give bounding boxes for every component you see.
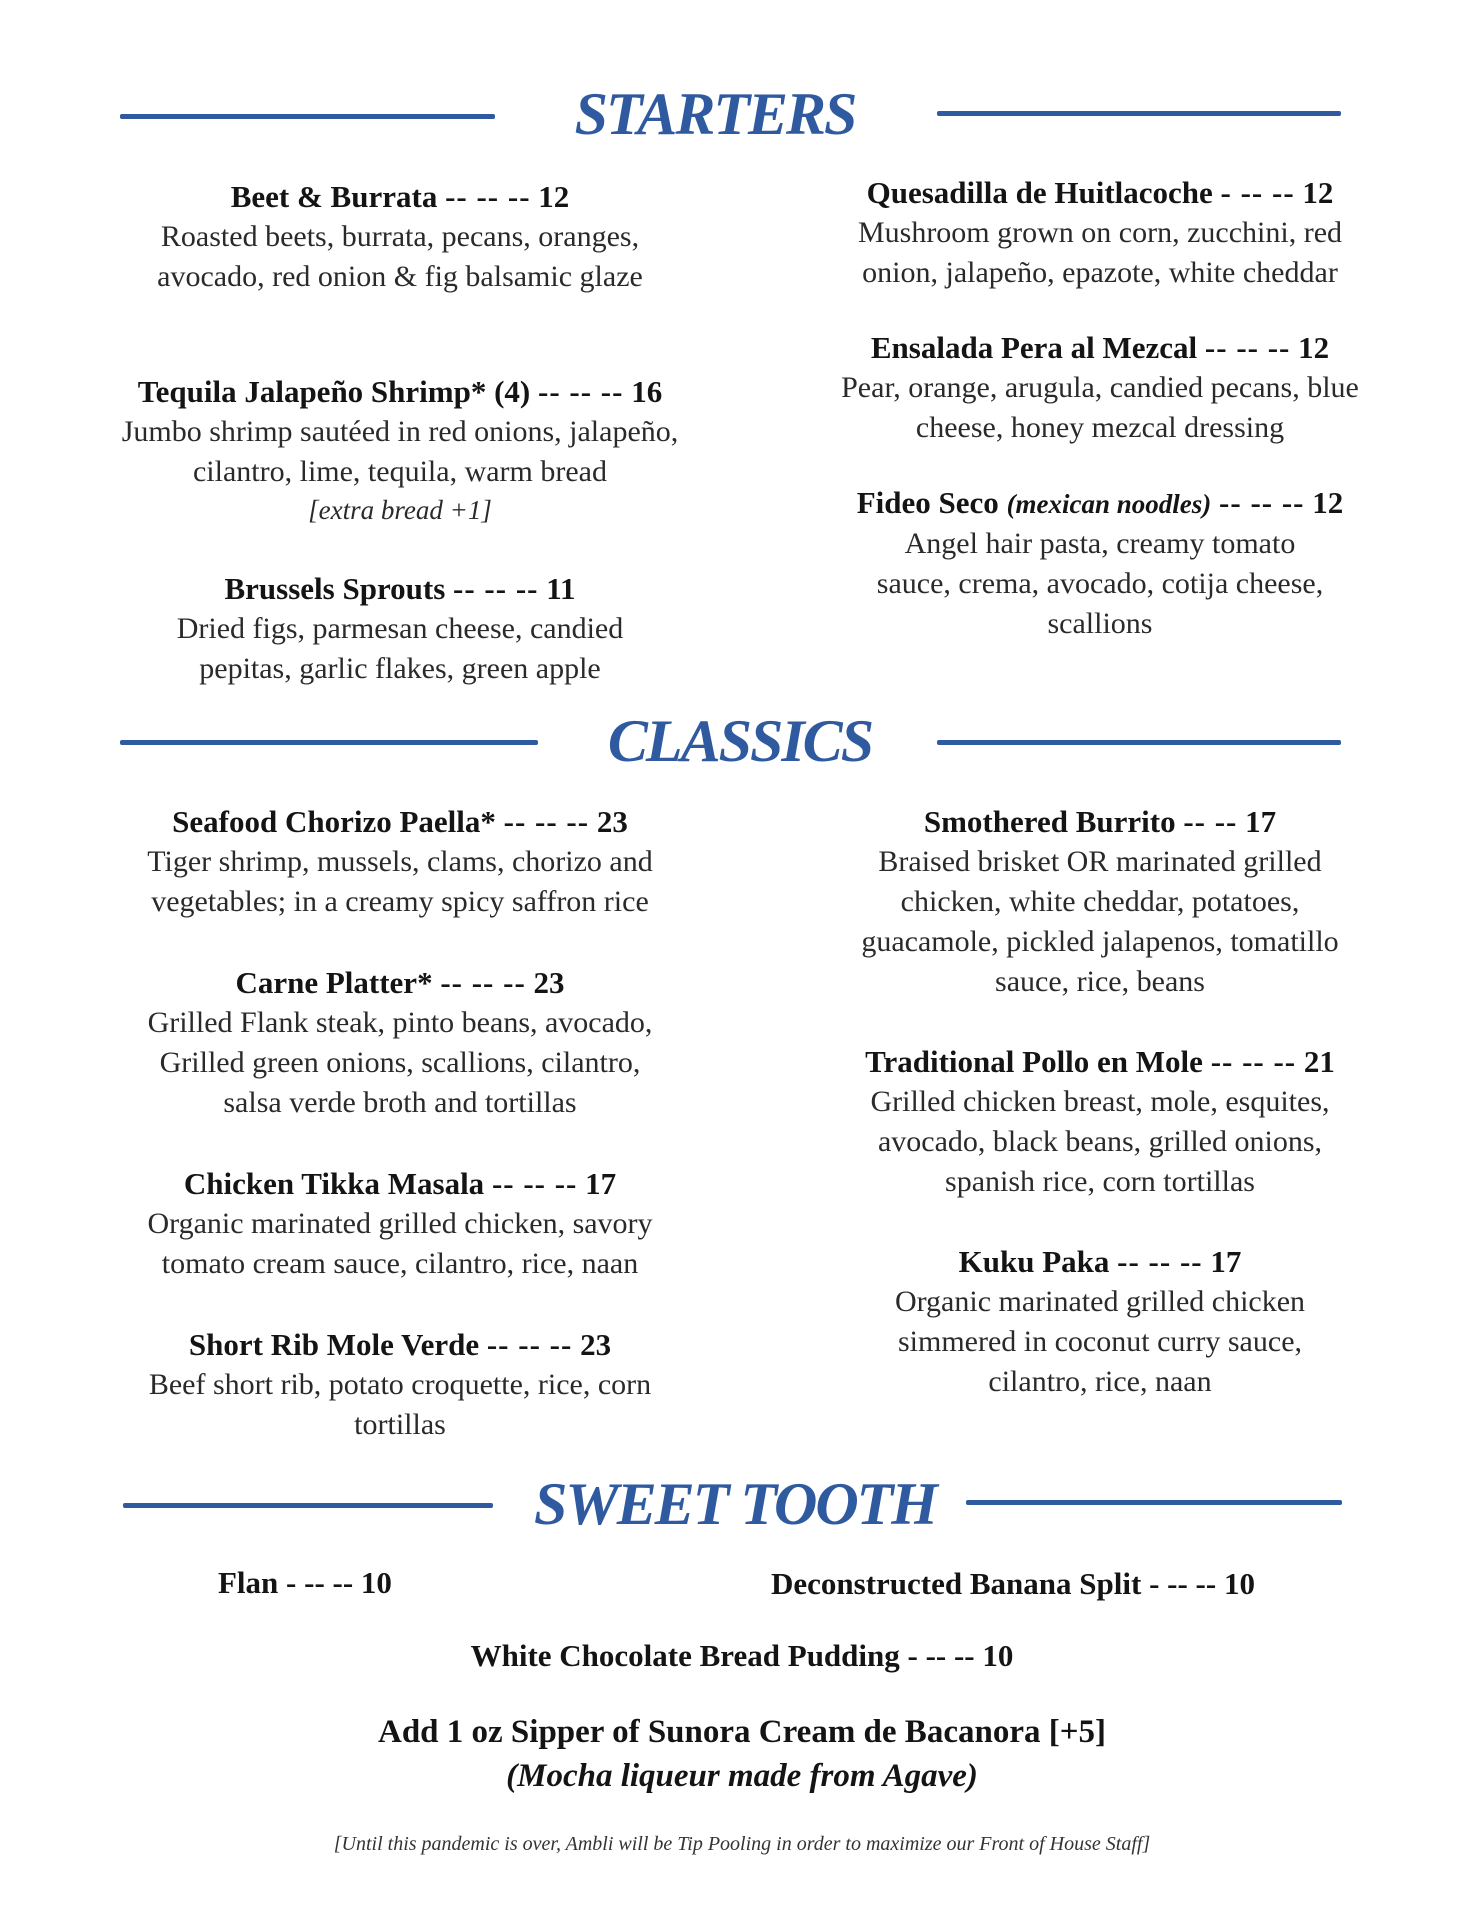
item-description-line: sauce, crema, avocado, cotija cheese, bbox=[876, 567, 1324, 600]
item-name: Kuku Paka bbox=[958, 1244, 1110, 1279]
item-description-line: avocado, red onion & fig balsamic glaze bbox=[157, 260, 643, 293]
item-dashes: -- -- -- bbox=[1210, 1044, 1297, 1079]
item-price: 23 bbox=[580, 1327, 612, 1362]
dessert-flan bbox=[218, 1563, 392, 1603]
item-description-line: avocado, black beans, grilled onions, bbox=[877, 1125, 1323, 1158]
item-price: 12 bbox=[1312, 485, 1344, 520]
classics-title: CLASSICS bbox=[607, 708, 873, 774]
item-name: Tequila Jalapeño Shrimp* (4) bbox=[137, 374, 531, 409]
item-description-line: tomato cream sauce, cilantro, rice, naan bbox=[161, 1247, 639, 1280]
item-dashes: -- -- -- bbox=[486, 1327, 573, 1362]
menu-item bbox=[60, 372, 740, 528]
item-name: Short Rib Mole Verde bbox=[188, 1327, 480, 1362]
item-description-line: Beef short rib, potato croquette, rice, corn bbox=[148, 1368, 652, 1401]
item-description-line: Organic marinated grilled chicken, savory bbox=[147, 1207, 653, 1240]
item-dashes: - -- -- bbox=[1220, 175, 1295, 210]
item-heading bbox=[760, 328, 1440, 368]
item-heading bbox=[760, 802, 1440, 842]
item-heading bbox=[60, 963, 740, 1003]
item-dashes: -- -- -- bbox=[453, 571, 539, 606]
menu-item bbox=[760, 328, 1440, 448]
item-name: Carne Platter* bbox=[235, 965, 433, 1000]
item-description-line: salsa verde broth and tortillas bbox=[223, 1086, 577, 1119]
classics-right-column bbox=[760, 802, 1440, 1402]
item-name: Deconstructed Banana Split bbox=[771, 1566, 1142, 1601]
item-description-line: cheese, honey mezcal dressing bbox=[915, 411, 1285, 444]
classics-rule-right bbox=[937, 740, 1341, 745]
menu-item bbox=[60, 569, 740, 689]
item-price: 23 bbox=[596, 804, 628, 839]
item-dashes: -- -- -- bbox=[445, 179, 531, 214]
item-price: 10 bbox=[1223, 1566, 1255, 1601]
item-price: 10 bbox=[360, 1565, 392, 1600]
menu-item bbox=[60, 1164, 740, 1284]
item-description-line: Organic marinated grilled chicken bbox=[894, 1285, 1306, 1318]
item-dashes: -- -- bbox=[1183, 804, 1238, 839]
item-name: Quesadilla de Huitlacoche bbox=[866, 175, 1213, 210]
item-description-line: Grilled chicken breast, mole, esquites, bbox=[870, 1085, 1330, 1118]
item-name: Beet & Burrata bbox=[230, 179, 438, 214]
item-name: Smothered Burrito bbox=[923, 804, 1176, 839]
dessert-bread-pudding bbox=[0, 1636, 1484, 1676]
item-description-line: onion, jalapeño, epazote, white cheddar bbox=[862, 256, 1338, 289]
menu-item bbox=[60, 1325, 740, 1445]
item-heading bbox=[760, 173, 1440, 213]
sweet-tooth-header bbox=[0, 1470, 1484, 1540]
dessert-banana-split bbox=[771, 1564, 1255, 1604]
classics-left-column bbox=[60, 802, 740, 1445]
item-price: 17 bbox=[585, 1166, 617, 1201]
item-description-line: pepitas, garlic flakes, green apple bbox=[199, 652, 601, 685]
item-description-line: cilantro, rice, naan bbox=[988, 1365, 1212, 1398]
starters-rule-right bbox=[937, 111, 1341, 116]
sweet-tooth-rule-right bbox=[966, 1500, 1342, 1505]
starters-header bbox=[0, 80, 1484, 150]
dessert-addon bbox=[0, 1710, 1484, 1798]
menu-item bbox=[60, 963, 740, 1123]
item-dashes: - -- -- bbox=[286, 1565, 354, 1600]
item-description-line: Mushroom grown on corn, zucchini, red bbox=[857, 216, 1343, 249]
item-price: 12 bbox=[538, 179, 570, 214]
item-description-line: Grilled green onions, scallions, cilantro, bbox=[159, 1046, 641, 1079]
starters-title: STARTERS bbox=[574, 81, 856, 147]
item-description-line: tortillas bbox=[354, 1408, 446, 1441]
item-price: 17 bbox=[1210, 1244, 1242, 1279]
item-description-line: scallions bbox=[1047, 607, 1153, 640]
item-note: (mexican noodles) bbox=[1006, 489, 1212, 519]
item-description-line: Grilled Flank steak, pinto beans, avocado, bbox=[147, 1006, 653, 1039]
item-name: Fideo Seco bbox=[856, 485, 999, 520]
starters-rule-left bbox=[120, 114, 495, 119]
item-price: 12 bbox=[1302, 175, 1334, 210]
menu-item bbox=[60, 802, 740, 922]
item-extra-note: [extra bread +1] bbox=[308, 495, 492, 525]
item-name: White Chocolate Bread Pudding bbox=[470, 1638, 900, 1673]
tip-pooling-note: [Until this pandemic is over, Ambli will be Tip Pooling in order to maximize our Front of House Staff] bbox=[333, 1833, 1151, 1855]
item-dashes: -- -- -- bbox=[503, 804, 590, 839]
item-name: Flan bbox=[218, 1565, 279, 1600]
item-description-line: Roasted beets, burrata, pecans, oranges, bbox=[160, 220, 640, 253]
item-description-line: Angel hair pasta, creamy tomato bbox=[904, 527, 1296, 560]
item-price: 11 bbox=[546, 571, 576, 606]
menu-item bbox=[760, 802, 1440, 1002]
classics-rule-left bbox=[120, 740, 538, 745]
item-dashes: - -- -- bbox=[1149, 1566, 1217, 1601]
item-dashes: -- -- -- bbox=[440, 965, 526, 1000]
item-heading bbox=[60, 569, 740, 609]
item-description-line: sauce, rice, beans bbox=[995, 965, 1205, 998]
item-dashes: -- -- -- bbox=[491, 1166, 578, 1201]
item-dashes: -- -- -- bbox=[538, 374, 624, 409]
sweet-tooth-title: SWEET TOOTH bbox=[534, 1471, 936, 1537]
sweet-tooth-rule-left bbox=[123, 1503, 493, 1508]
item-name: Brussels Sprouts bbox=[224, 571, 446, 606]
menu-item bbox=[760, 173, 1440, 293]
item-description-line: guacamole, pickled jalapenos, tomatillo bbox=[861, 925, 1339, 958]
item-price: 17 bbox=[1245, 804, 1277, 839]
item-dashes: -- -- -- bbox=[1219, 485, 1305, 520]
menu-item bbox=[760, 1242, 1440, 1402]
item-description-line: Tiger shrimp, mussels, clams, chorizo and bbox=[147, 845, 653, 878]
item-name: Ensalada Pera al Mezcal bbox=[870, 330, 1198, 365]
item-name: Traditional Pollo en Mole bbox=[865, 1044, 1203, 1079]
item-price: 10 bbox=[982, 1638, 1014, 1673]
item-dashes: -- -- -- bbox=[1204, 330, 1291, 365]
addon-offer: Add 1 oz Sipper of Sunora Cream de Bacanora [+5] bbox=[377, 1714, 1106, 1750]
item-heading bbox=[60, 372, 740, 412]
item-price: 16 bbox=[631, 374, 663, 409]
item-name: Seafood Chorizo Paella* bbox=[172, 804, 496, 839]
item-description-line: chicken, white cheddar, potatoes, bbox=[900, 885, 1300, 918]
item-name: Chicken Tikka Masala bbox=[183, 1166, 485, 1201]
item-heading bbox=[760, 1042, 1440, 1082]
item-heading bbox=[60, 1164, 740, 1204]
item-price: 23 bbox=[533, 965, 565, 1000]
item-description-line: spanish rice, corn tortillas bbox=[945, 1165, 1255, 1198]
starters-left-column bbox=[60, 177, 740, 689]
item-heading bbox=[760, 1242, 1440, 1282]
menu-item bbox=[60, 177, 740, 297]
item-description-line: Pear, orange, arugula, candied pecans, blue bbox=[841, 371, 1359, 404]
starters-right-column bbox=[760, 173, 1440, 644]
item-description-line: Dried figs, parmesan cheese, candied bbox=[176, 612, 624, 645]
item-dashes: -- -- -- bbox=[1117, 1244, 1203, 1279]
classics-header bbox=[0, 707, 1484, 777]
item-price: 21 bbox=[1303, 1044, 1335, 1079]
item-description-line: Braised brisket OR marinated grilled bbox=[878, 845, 1322, 878]
menu-item bbox=[760, 1042, 1440, 1202]
item-heading bbox=[60, 177, 740, 217]
item-description-line: vegetables; in a creamy spicy saffron rice bbox=[151, 885, 649, 918]
item-heading bbox=[60, 1325, 740, 1365]
item-price: 12 bbox=[1298, 330, 1330, 365]
item-description-line: Jumbo shrimp sautéed in red onions, jalapeño, bbox=[121, 415, 679, 448]
item-description-line: cilantro, lime, tequila, warm bread bbox=[192, 455, 607, 488]
menu-item bbox=[760, 483, 1440, 644]
addon-description: (Mocha liqueur made from Agave) bbox=[506, 1758, 978, 1794]
item-description-line: simmered in coconut curry sauce, bbox=[897, 1325, 1303, 1358]
item-heading bbox=[60, 802, 740, 842]
item-dashes: - -- -- bbox=[907, 1638, 975, 1673]
item-heading bbox=[760, 483, 1440, 524]
